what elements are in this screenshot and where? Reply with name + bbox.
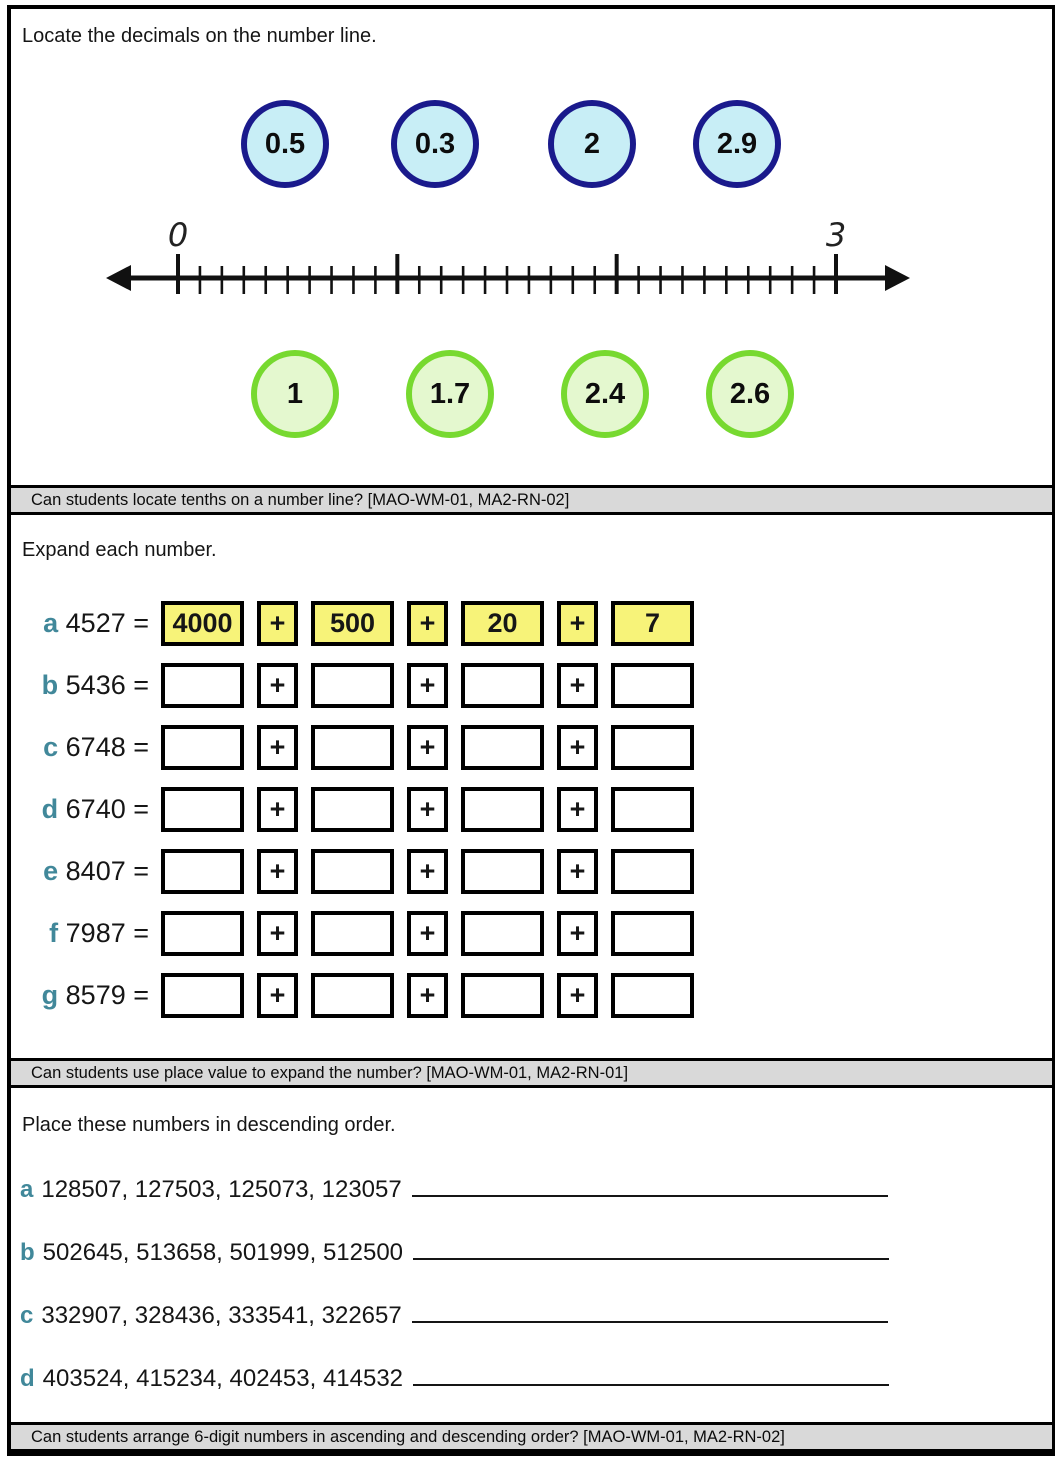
- expand-row: [11, 601, 707, 646]
- value-box: [461, 973, 544, 1018]
- value-box: [461, 849, 544, 894]
- value-box: [311, 973, 394, 1018]
- expand-row-label: d 6740 =: [41, 794, 149, 824]
- decimal-chip-blue: 2: [548, 100, 636, 188]
- order-row: [20, 1298, 889, 1333]
- number-line-label-start: 0: [167, 220, 189, 254]
- worksheet-page: [7, 5, 1055, 1456]
- order-row: [20, 1361, 889, 1396]
- value-box: [461, 663, 544, 708]
- decimal-chip-green: 2.4: [561, 350, 649, 438]
- section-descending-order: [11, 1088, 1052, 1422]
- plus-box: +: [407, 911, 448, 956]
- value-box: 20: [461, 601, 544, 646]
- plus-box: +: [407, 725, 448, 770]
- answer-blank: [413, 1235, 889, 1260]
- number-list: 128507, 127503, 125073, 123057: [41, 1175, 402, 1203]
- value-box: [461, 787, 544, 832]
- item-letter: b: [41, 670, 59, 700]
- item-letter: b: [20, 1238, 35, 1266]
- item-letter: f: [49, 918, 59, 948]
- plus-box: +: [557, 725, 598, 770]
- plus-box: +: [257, 911, 298, 956]
- order-row: [20, 1235, 889, 1270]
- value-box: [461, 911, 544, 956]
- value-box: [161, 787, 244, 832]
- expand-row: [11, 911, 707, 956]
- plus-box: +: [407, 601, 448, 646]
- assessment-text: Can students arrange 6-digit numbers in ascending and descending order? [MAO-WM-01, MA2-RN-02]: [31, 1427, 785, 1446]
- expand-row-label: b 5436 =: [41, 670, 149, 700]
- item-letter: c: [43, 732, 59, 762]
- plus-box: +: [407, 973, 448, 1018]
- value-box: [611, 973, 694, 1018]
- value-box: 4000: [161, 601, 244, 646]
- number-list: 332907, 328436, 333541, 322657: [41, 1301, 402, 1329]
- answer-blank: [412, 1172, 888, 1197]
- number-line: [103, 220, 915, 310]
- value-box: [311, 663, 394, 708]
- decimal-chip-blue: 0.5: [241, 100, 329, 188]
- value-box: [161, 725, 244, 770]
- value-box: [311, 725, 394, 770]
- plus-box: +: [557, 973, 598, 1018]
- decimal-chip-blue: 0.3: [391, 100, 479, 188]
- plus-box: +: [407, 663, 448, 708]
- item-letter: d: [41, 794, 59, 824]
- number-list: 502645, 513658, 501999, 512500: [42, 1238, 404, 1266]
- arrow-left-icon: [106, 265, 131, 291]
- decimal-chip-green: 1: [251, 350, 339, 438]
- value-box: [311, 911, 394, 956]
- section-title: Place these numbers in descending order.: [22, 1114, 396, 1136]
- assessment-bar: [11, 485, 1052, 515]
- plus-box: +: [407, 849, 448, 894]
- assessment-bar: [11, 1422, 1052, 1452]
- value-box: [161, 911, 244, 956]
- expand-row-label: a 4527 =: [43, 608, 149, 638]
- order-rows: [20, 1172, 889, 1424]
- value-box: [311, 849, 394, 894]
- expand-row-label: g 8579 =: [41, 980, 149, 1010]
- expand-rows: [11, 601, 707, 1035]
- value-box: [311, 787, 394, 832]
- number-line-label-end: 3: [825, 220, 847, 254]
- expand-row: [11, 787, 707, 832]
- assessment-text: Can students use place value to expand the number? [MAO-WM-01, MA2-RN-01]: [31, 1063, 629, 1082]
- plus-box: +: [257, 849, 298, 894]
- item-letter: d: [20, 1364, 35, 1392]
- expand-row-label: c 6748 =: [43, 732, 149, 762]
- plus-box: +: [557, 601, 598, 646]
- assessment-bar: [11, 1058, 1052, 1088]
- item-letter: a: [43, 608, 59, 638]
- value-box: [161, 663, 244, 708]
- plus-box: +: [257, 973, 298, 1018]
- plus-box: +: [257, 725, 298, 770]
- plus-box: +: [557, 787, 598, 832]
- value-box: 7: [611, 601, 694, 646]
- plus-box: +: [557, 911, 598, 956]
- expand-row: [11, 973, 707, 1018]
- arrow-right-icon: [885, 265, 910, 291]
- section-expand-numbers: [11, 515, 1052, 1058]
- item-letter: a: [20, 1175, 34, 1203]
- value-box: [611, 663, 694, 708]
- expand-row: [11, 725, 707, 770]
- item-letter: g: [41, 980, 59, 1010]
- section-title: Expand each number.: [22, 539, 217, 561]
- number-list: 403524, 415234, 402453, 414532: [42, 1364, 404, 1392]
- plus-box: +: [407, 787, 448, 832]
- expand-row: [11, 849, 707, 894]
- expand-row-label: f 7987 =: [49, 918, 149, 948]
- order-row: [20, 1172, 889, 1207]
- item-letter: c: [20, 1301, 34, 1329]
- section-title: Locate the decimals on the number line.: [22, 25, 377, 47]
- value-box: [161, 849, 244, 894]
- decimal-chip-green: 1.7: [406, 350, 494, 438]
- expand-row: [11, 663, 707, 708]
- item-letter: e: [43, 856, 59, 886]
- plus-box: +: [257, 787, 298, 832]
- value-box: [611, 787, 694, 832]
- value-box: [611, 911, 694, 956]
- value-box: 500: [311, 601, 394, 646]
- value-box: [161, 973, 244, 1018]
- section-locate-decimals: [11, 9, 1052, 485]
- expand-row-label: e 8407 =: [43, 856, 149, 886]
- plus-box: +: [257, 601, 298, 646]
- plus-box: +: [257, 663, 298, 708]
- value-box: [611, 849, 694, 894]
- decimal-chip-green: 2.6: [706, 350, 794, 438]
- assessment-text: Can students locate tenths on a number line? [MAO-WM-01, MA2-RN-02]: [31, 490, 570, 509]
- plus-box: +: [557, 663, 598, 708]
- answer-blank: [413, 1361, 889, 1386]
- value-box: [461, 725, 544, 770]
- plus-box: +: [557, 849, 598, 894]
- decimal-chip-blue: 2.9: [693, 100, 781, 188]
- answer-blank: [412, 1298, 888, 1323]
- value-box: [611, 725, 694, 770]
